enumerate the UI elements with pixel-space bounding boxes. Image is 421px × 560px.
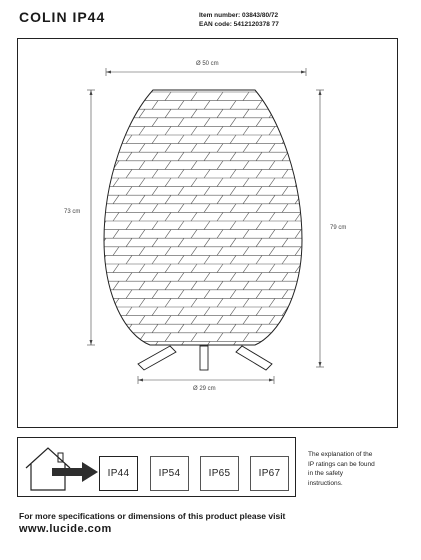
footer-text: For more specifications or dimensions of this product please visit xyxy=(19,511,286,521)
base-width-label: Ø 29 cm xyxy=(193,386,216,392)
item-number: Item number: 03843/80/72 xyxy=(199,12,279,19)
product-title: COLIN IP44 xyxy=(19,9,106,25)
ip-rating-ip67: IP67 xyxy=(250,456,289,491)
lamp-body xyxy=(100,90,306,350)
ean-code: EAN code: 5412120378 77 xyxy=(199,21,279,28)
arrow-right-icon xyxy=(52,462,100,482)
ip-rating-ip44: IP44 xyxy=(99,456,138,491)
body-height-dimension xyxy=(87,90,95,345)
note-line: instructions. xyxy=(308,479,343,487)
base-width-dimension xyxy=(138,376,274,384)
total-height-dimension xyxy=(316,90,324,367)
note-line: IP ratings can be found xyxy=(308,460,375,468)
ip-rating-ip54: IP54 xyxy=(150,456,189,491)
website-link[interactable]: www.lucide.com xyxy=(19,523,112,535)
note-line: The explanation of the xyxy=(308,451,373,458)
ip-explanation-note xyxy=(308,450,403,488)
ip-rating-ip65: IP65 xyxy=(200,456,239,491)
total-height-label: 79 cm xyxy=(330,225,347,231)
top-width-dimension xyxy=(106,68,306,76)
top-width-label: Ø 50 cm xyxy=(196,61,219,67)
lamp-legs xyxy=(138,346,272,370)
note-line: in the safety xyxy=(308,470,344,477)
body-height-label: 73 cm xyxy=(64,209,81,215)
